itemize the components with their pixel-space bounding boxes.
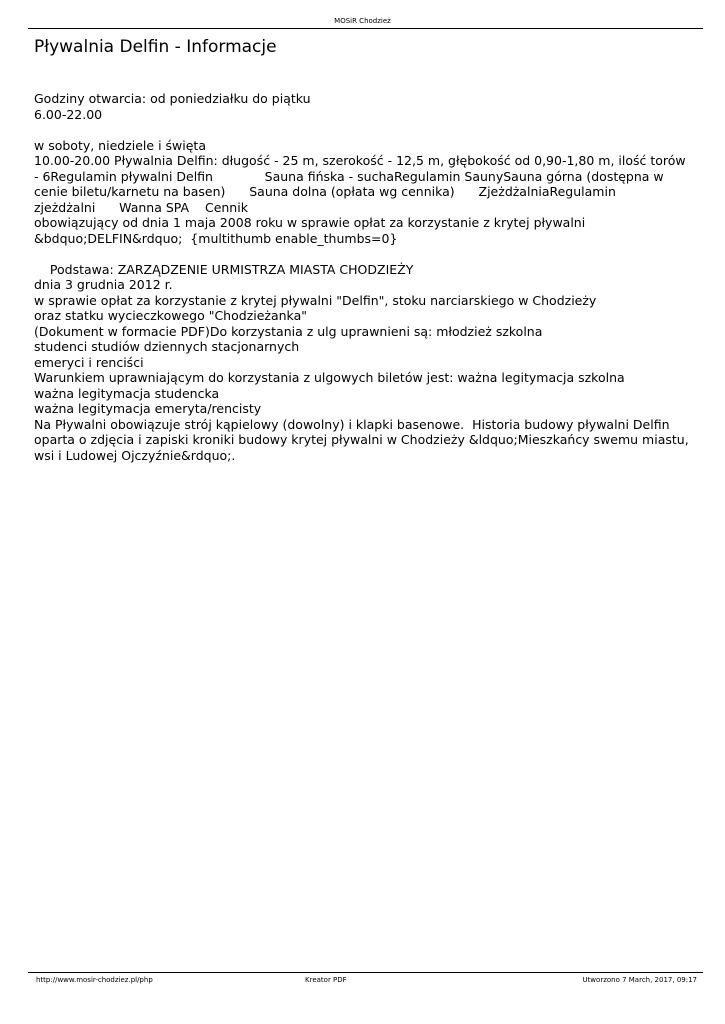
body-line: w soboty, niedziele i święta [34,137,206,153]
header-divider [28,28,703,29]
body-line: &bdquo;DELFIN&rdquo; {multithumb enable_thumbs=0} [34,230,398,246]
body-line: emeryci i renciści [34,354,144,370]
body-line: obowiązujący od dnia 1 maja 2008 roku w sprawie opłat za korzystanie z krytej pływalni [34,215,586,230]
footer-url-link[interactable]: http://www.mosir-chodziez.pl/php [36,976,153,984]
body-line: oparta o zdjęcia i zapiski kroniki budowy krytej pływalni w Chodzieży &ldquo;Mieszkańcy swemu miastu, [34,432,689,447]
body-line: oraz statku wycieczkowego "Chodzieżanka" [34,308,307,323]
page-header-site-name: MOSiR Chodzież [334,17,391,25]
body-line: cenie biletu/karnetu na basen) Sauna dolna (opłata wg cennika) ZjeżdżalniaRegulamin [34,184,616,199]
paragraph-spacer [34,122,694,138]
body-line: ważna legitymacja studencka [34,385,220,401]
footer-created-timestamp: Utworzono 7 March, 2017, 09:17 [582,976,697,984]
body-line: dnia 3 grudnia 2012 r. [34,277,173,292]
footer-divider [28,972,703,973]
body-line: wsi i Ludowej Ojczyźnie&rdquo;. [34,447,236,463]
body-line: 10.00-20.00 Pływalnia Delfin: długość - 25 m, szerokość - 12,5 m, głębokość od 0,90-1,80 m, ilość torów [34,153,686,168]
body-line: Godziny otwarcia: od poniedziałku do piątku [34,91,311,106]
document-body [34,91,694,463]
paragraph-spacer [34,246,694,262]
body-line: Warunkiem uprawniającym do korzystania z ulgowych biletów jest: ważna legitymacja szkolna [34,370,625,385]
body-line: studenci studiów dziennych stacjonarnych [34,339,300,354]
body-line: ważna legitymacja emeryta/rencisty [34,401,262,416]
body-line: w sprawie opłat za korzystanie z krytej pływalni "Delfin", stoku narciarskiego w Chodzieży [34,292,597,308]
body-line: (Dokument w formacie PDF)Do korzystania z ulg uprawnieni są: młodzież szkolna [34,323,543,339]
footer-generator: Kreator PDF [305,976,347,984]
body-line: - 6Regulamin pływalni Delfin Sauna fińska - suchaRegulamin SaunySauna górna (dostępna w [34,168,664,184]
body-line: Na Pływalni obowiązuje strój kąpielowy (dowolny) i klapki basenowe. Historia budowy pływalni Delfin [34,416,670,432]
body-line: 6.00-22.00 [34,106,103,122]
body-line: zjeżdżalni Wanna SPA Cennik [34,199,248,215]
body-line: Podstawa: ZARZĄDZENIE URMISTRZA MIASTA CHODZIEŻY [34,261,414,277]
page-title: Pływalnia Delfin - Informacje [34,37,277,57]
